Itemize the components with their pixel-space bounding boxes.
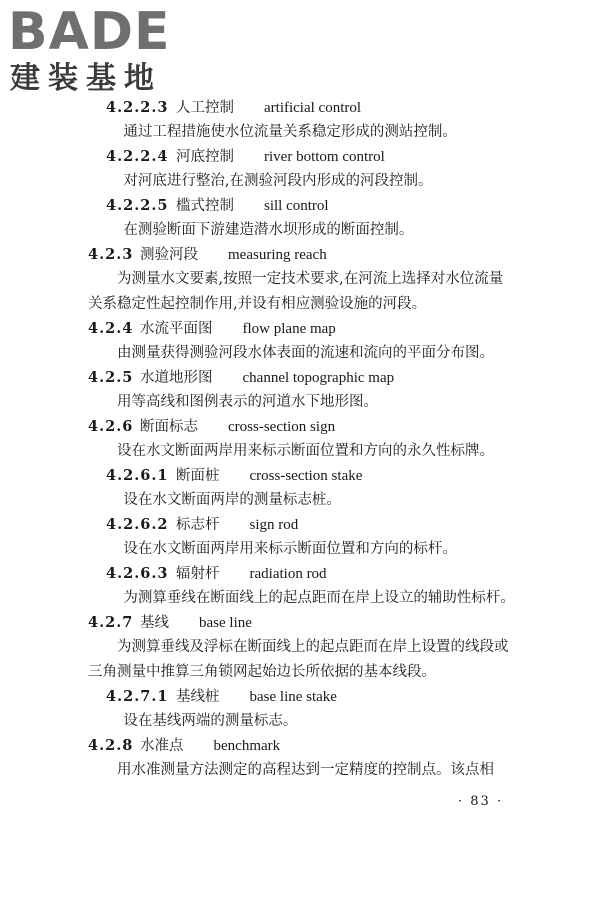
term-definition: 为测算垂线及浮标在断面线上的起点距而在岸上设置的线段或三角测量中推算三角锁网起始边长所依据的基本线段。 bbox=[88, 639, 509, 680]
term-heading bbox=[88, 194, 516, 218]
term-chinese: 人工控制 bbox=[176, 100, 234, 116]
term-definition: 用水准测量方法测定的高程达到一定精度的控制点。该点相 bbox=[117, 762, 494, 778]
term-definition: 在测验断面下游建造潜水坝形成的断面控制。 bbox=[123, 222, 414, 238]
term-english: river bottom control bbox=[264, 149, 385, 165]
term-heading bbox=[88, 734, 516, 758]
term-chinese: 断面桩 bbox=[176, 468, 220, 484]
term-definition: 为测算垂线在断面线上的起点距而在岸上设立的辅助性标杆。 bbox=[123, 590, 515, 606]
term-entry bbox=[88, 317, 516, 366]
page-number: · 83 · bbox=[458, 794, 504, 809]
term-definition: 由测量获得测验河段水体表面的流速和流向的平面分布图。 bbox=[117, 345, 494, 361]
term-english: base line bbox=[199, 615, 252, 631]
term-english: flow plane map bbox=[242, 321, 336, 337]
term-chinese: 基线桩 bbox=[176, 689, 220, 705]
term-chinese: 基线 bbox=[140, 615, 169, 631]
term-definition: 为测量水文要素,按照一定技术要求,在河流上选择对水位流量关系稳定性起控制作用,并设有相应测验设施的河段。 bbox=[88, 271, 504, 312]
term-definition: 设在水文断面两岸的测量标志桩。 bbox=[123, 492, 341, 508]
term-heading bbox=[88, 145, 516, 169]
term-definition: 通过工程措施使水位流量关系稳定形成的测站控制。 bbox=[123, 124, 457, 140]
term-heading bbox=[88, 366, 516, 390]
term-number: 4.2.2.3 bbox=[106, 99, 169, 116]
term-english: radiation rod bbox=[249, 566, 327, 582]
logo bbox=[8, 4, 183, 96]
term-entry bbox=[88, 685, 516, 734]
term-chinese: 槛式控制 bbox=[176, 198, 234, 214]
term-heading bbox=[88, 513, 516, 537]
term-entry bbox=[88, 611, 516, 685]
term-heading bbox=[88, 317, 516, 341]
term-chinese: 河底控制 bbox=[176, 149, 234, 165]
term-entry bbox=[88, 243, 516, 317]
term-number: 4.2.2.5 bbox=[106, 197, 169, 214]
term-number: 4.2.4 bbox=[88, 320, 134, 337]
term-heading bbox=[88, 415, 516, 439]
term-chinese: 水准点 bbox=[140, 738, 184, 754]
term-number: 4.2.6 bbox=[88, 418, 134, 435]
term-heading bbox=[88, 685, 516, 709]
term-heading bbox=[88, 562, 516, 586]
document-body bbox=[88, 96, 516, 783]
term-chinese: 断面标志 bbox=[140, 419, 198, 435]
term-number: 4.2.5 bbox=[88, 369, 134, 386]
term-english: sill control bbox=[264, 198, 329, 214]
term-definition: 用等高线和图例表示的河道水下地形图。 bbox=[117, 394, 378, 410]
term-entry bbox=[88, 464, 516, 513]
term-chinese: 辐射杆 bbox=[176, 566, 220, 582]
term-definition: 设在水文断面两岸用来标示断面位置和方向的永久性标牌。 bbox=[117, 443, 494, 459]
term-number: 4.2.6.1 bbox=[106, 467, 169, 484]
term-entry bbox=[88, 145, 516, 194]
term-chinese: 水道地形图 bbox=[140, 370, 213, 386]
term-entry bbox=[88, 194, 516, 243]
term-number: 4.2.8 bbox=[88, 737, 134, 754]
term-english: measuring reach bbox=[228, 247, 327, 263]
term-entry bbox=[88, 513, 516, 562]
term-number: 4.2.2.4 bbox=[106, 148, 169, 165]
term-english: cross-section sign bbox=[228, 419, 336, 435]
term-entry bbox=[88, 562, 516, 611]
term-number: 4.2.6.2 bbox=[106, 516, 169, 533]
term-number: 4.2.3 bbox=[88, 246, 134, 263]
term-number: 4.2.7 bbox=[88, 614, 134, 631]
term-definition: 设在水文断面两岸用来标示断面位置和方向的标杆。 bbox=[123, 541, 457, 557]
term-heading bbox=[88, 611, 516, 635]
term-chinese: 水流平面图 bbox=[140, 321, 213, 337]
term-english: channel topographic map bbox=[242, 370, 395, 386]
logo-subtitle: 建装基地 bbox=[10, 61, 162, 96]
term-definition: 对河底进行整治,在测验河段内形成的河段控制。 bbox=[123, 173, 433, 189]
term-english: base line stake bbox=[249, 689, 337, 705]
term-number: 4.2.7.1 bbox=[106, 688, 169, 705]
logo-wordmark: BADE bbox=[8, 2, 171, 62]
term-entry bbox=[88, 415, 516, 464]
term-number: 4.2.6.3 bbox=[106, 565, 169, 582]
term-entry bbox=[88, 366, 516, 415]
term-heading bbox=[88, 464, 516, 488]
term-chinese: 测验河段 bbox=[140, 247, 198, 263]
term-entry bbox=[88, 734, 516, 783]
term-heading bbox=[88, 96, 516, 120]
term-english: benchmark bbox=[213, 738, 281, 754]
term-definition: 设在基线两端的测量标志。 bbox=[123, 713, 298, 729]
term-entry bbox=[88, 96, 516, 145]
term-heading bbox=[88, 243, 516, 267]
term-english: cross-section stake bbox=[249, 468, 363, 484]
term-chinese: 标志杆 bbox=[176, 517, 220, 533]
term-english: sign rod bbox=[249, 517, 299, 533]
term-english: artificial control bbox=[264, 100, 362, 116]
